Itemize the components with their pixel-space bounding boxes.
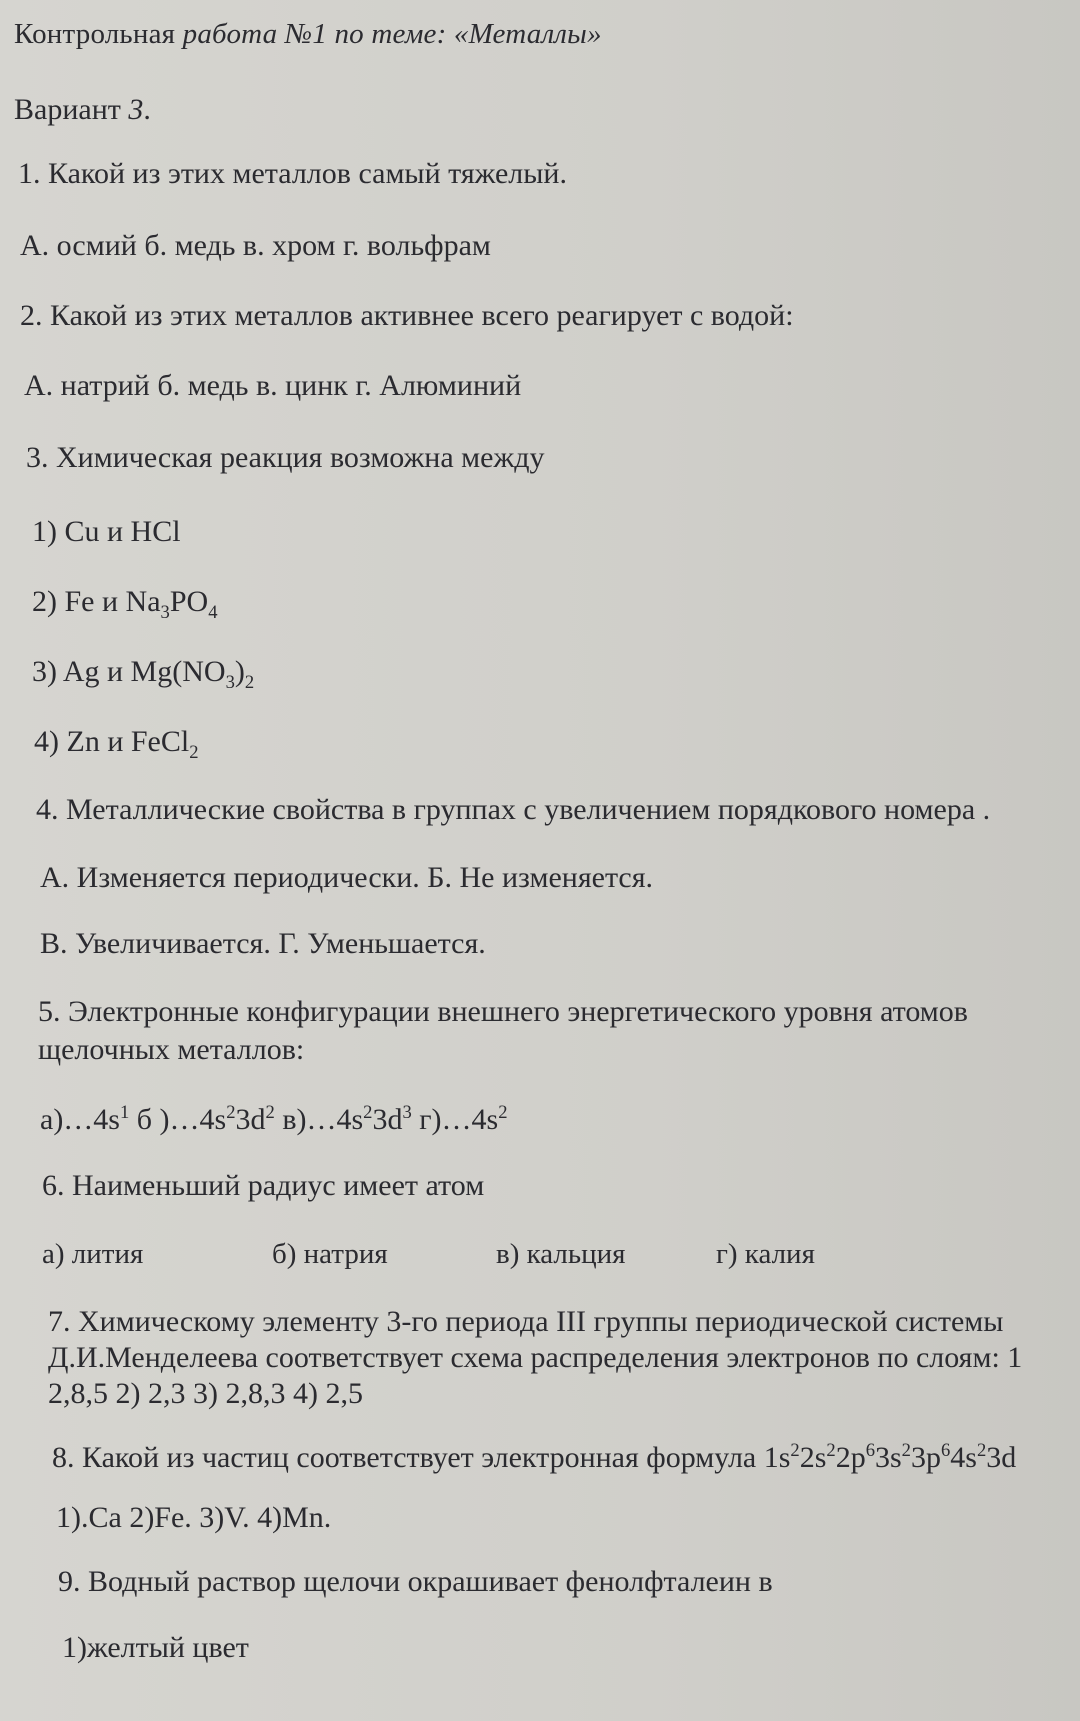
question-6-option-d: г) калия [716,1238,815,1270]
q8-sup-6: 2 [976,1440,987,1461]
question-9-option-1: 1)желтый цвет [62,1631,249,1664]
question-7-text-2: Д.И.Менделеева соответствует схема распределения электронов по слоям: 1 [48,1341,1023,1374]
q5-option-d: г)…4s [411,1103,499,1136]
q8-orbital-2s: 2s [799,1441,827,1474]
question-5-options [40,1102,508,1138]
page-title [14,16,602,52]
q5-option-c: в)…4s [274,1103,364,1136]
question-3-text: 3. Химическая реакция возможна между [26,441,545,474]
question-5-text-1: 5. Электронные конфигурации внешнего энергетического уровня атомов [38,995,968,1028]
question-3-option-2 [32,584,218,623]
question-7-text-1: 7. Химическому элементу 3-го периода III группы периодической системы [48,1305,1004,1338]
question-6-text: 6. Наименьший радиус имеет атом [42,1169,485,1202]
q5-option-d-sup: 2 [498,1102,508,1123]
question-4-options-2: В. Увеличивается. Г. Уменьшается. [40,927,486,960]
q3-opt2-part-b: PO [169,585,209,618]
question-1-options: А. осмий б. медь в. хром г. вольфрам [20,229,491,262]
q5-option-c-mid: 3d [372,1103,403,1136]
q5-option-b: б )…4s [129,1103,227,1136]
q5-option-b-mid: 3d [235,1103,266,1136]
q3-opt3-sub-2: 2 [244,672,255,693]
question-7-text-3: 2,8,5 2) 2,3 3) 2,8,3 4) 2,5 [48,1377,363,1410]
q5-option-a-sup: 1 [119,1102,130,1123]
question-1-text: 1. Какой из этих металлов самый тяжелый. [18,157,567,190]
question-4-options-1: А. Изменяется периодически. Б. Не изменяется. [40,861,654,894]
question-2-text: 2. Какой из этих металлов активнее всего реагирует с водой: [20,299,794,332]
question-5-text-2: щелочных металлов: [38,1033,305,1066]
q8-sup-1: 2 [790,1440,800,1461]
q3-opt4-sub: 2 [189,742,199,763]
q3-opt3-part-a: 3) Ag и Mg(NO [32,655,226,688]
q3-opt3-part-b: ) [234,655,245,688]
variant-number: 3 [128,93,144,126]
question-6-option-a: а) лития [42,1238,144,1270]
question-9-text: 9. Водный раствор щелочи окрашивает фенолфталеин в [58,1565,773,1598]
question-3-option-1: 1) Cu и HCl [32,515,181,548]
variant-plain: Вариант [14,93,129,126]
q3-opt2-sub-2: 4 [208,602,218,623]
q8-orbital-3d: 3d [986,1441,1017,1474]
title-italic: работа №1 по теме: «Металлы» [182,18,602,50]
question-8-text [52,1440,1016,1476]
q8-orbital-4s: 4s [950,1441,977,1474]
q8-orbital-2p: 2p [835,1441,866,1474]
question-3-option-3 [32,654,255,693]
q5-option-c-sup-2: 3 [402,1102,412,1123]
q5-option-c-sup-1: 2 [363,1102,373,1123]
question-6-option-c: в) кальция [496,1238,626,1270]
q8-sup-4: 2 [901,1440,911,1461]
q5-option-b-sup-1: 2 [226,1102,236,1123]
question-3-option-4 [34,724,199,763]
question-4-text: 4. Металлические свойства в группах с увеличением порядкового номера . [36,793,991,826]
question-6-option-b: б) натрия [272,1238,388,1270]
variant-dot: . [143,93,151,126]
question-2-options: А. натрий б. медь в. цинк г. Алюминий [24,369,522,402]
variant-label [14,92,151,128]
q3-opt2-sub-1: 3 [160,602,170,623]
q3-opt2-part-a: 2) Fe и Na [32,585,161,618]
q3-opt3-sub-1: 3 [225,672,235,693]
q8-orbital-3p: 3p [910,1441,941,1474]
q8-sup-5: 6 [940,1440,951,1461]
q5-option-b-sup-2: 2 [265,1102,275,1123]
q8-orbital-3s: 3s [874,1441,902,1474]
question-8-options: 1).Ca 2)Fe. 3)V. 4)Mn. [56,1501,332,1534]
q8-sup-3: 6 [865,1440,875,1461]
q8-text-lead: 8. Какой из частиц соответствует электронная формула 1s [52,1441,791,1474]
q8-sup-2: 2 [826,1440,836,1461]
title-plain: Контрольная [14,18,183,50]
q5-option-a: а)…4s [40,1103,120,1136]
q3-opt4-part-a: 4) Zn и FeCl [34,725,190,758]
